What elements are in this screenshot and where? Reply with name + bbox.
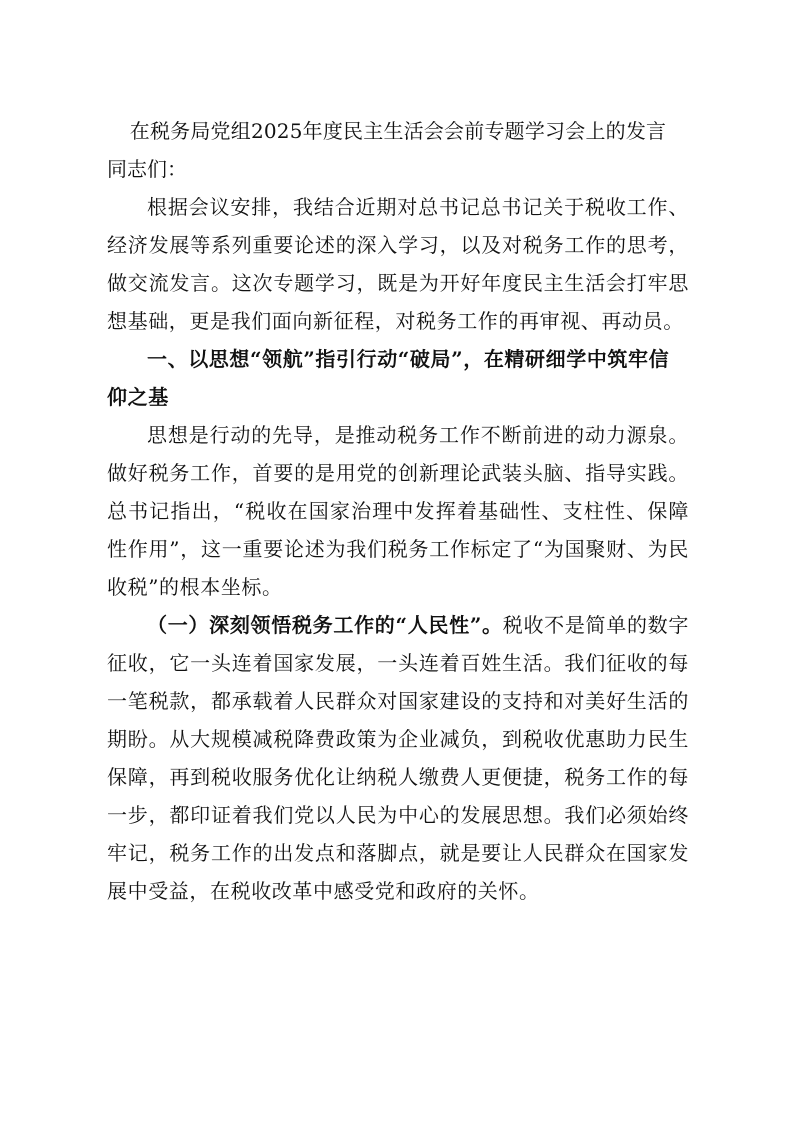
subsection-1-lead: （一）深刻领悟税务工作的“人民性”。 [147,613,503,637]
document-title: 在税务局党组2025年度民主生活会会前专题学习会上的发言 [129,119,667,143]
section-1-paragraph: 思想是行动的先导，是推动税务工作不断前进的动力源泉。做好税务工作，首要的是用党的创新理论武装头脑、指导实践。总书记指出，“税收在国家治理中发挥着基础性、支柱性、保障性作用”，这一重要论述为我们税务工作标定了“为国聚财、为民收税”的根本坐标。 [107,423,689,599]
intro-paragraph: 根据会议安排，我结合近期对总书记总书记关于税收工作、经济发展等系列重要论述的深入学习，以及对税务工作的思考，做交流发言。这次专题学习，既是为开好年度民主生活会打牢思想基础，更是我们面向新征程，对税务工作的再审视、再动员。 [107,195,689,333]
section-1-heading: 一、以思想“领航”指引行动“破局”，在精研细学中筑牢信仰之基 [107,347,670,409]
salutation: 同志们： [107,157,187,181]
subsection-1-body: 税收不是简单的数字征收，它一头连着国家发展，一头连着百姓生活。我们征收的每一笔税款，都承载着人民群众对国家建设的支持和对美好生活的期盼。从大规模减税降费政策为企业减负，到税收优惠助力民生保障，再到税收服务优化让纳税人缴费人更便捷，税务工作的每一步，都印证着我们党以人民为中心的发展思想。我们必须始终牢记，税务工作的出发点和落脚点，就是要让人民群众在国家发展中受益，在税收改革中感受党和政府的关怀。 [107,613,689,903]
subsection-1-paragraph [107,606,689,910]
document-body [107,112,689,910]
